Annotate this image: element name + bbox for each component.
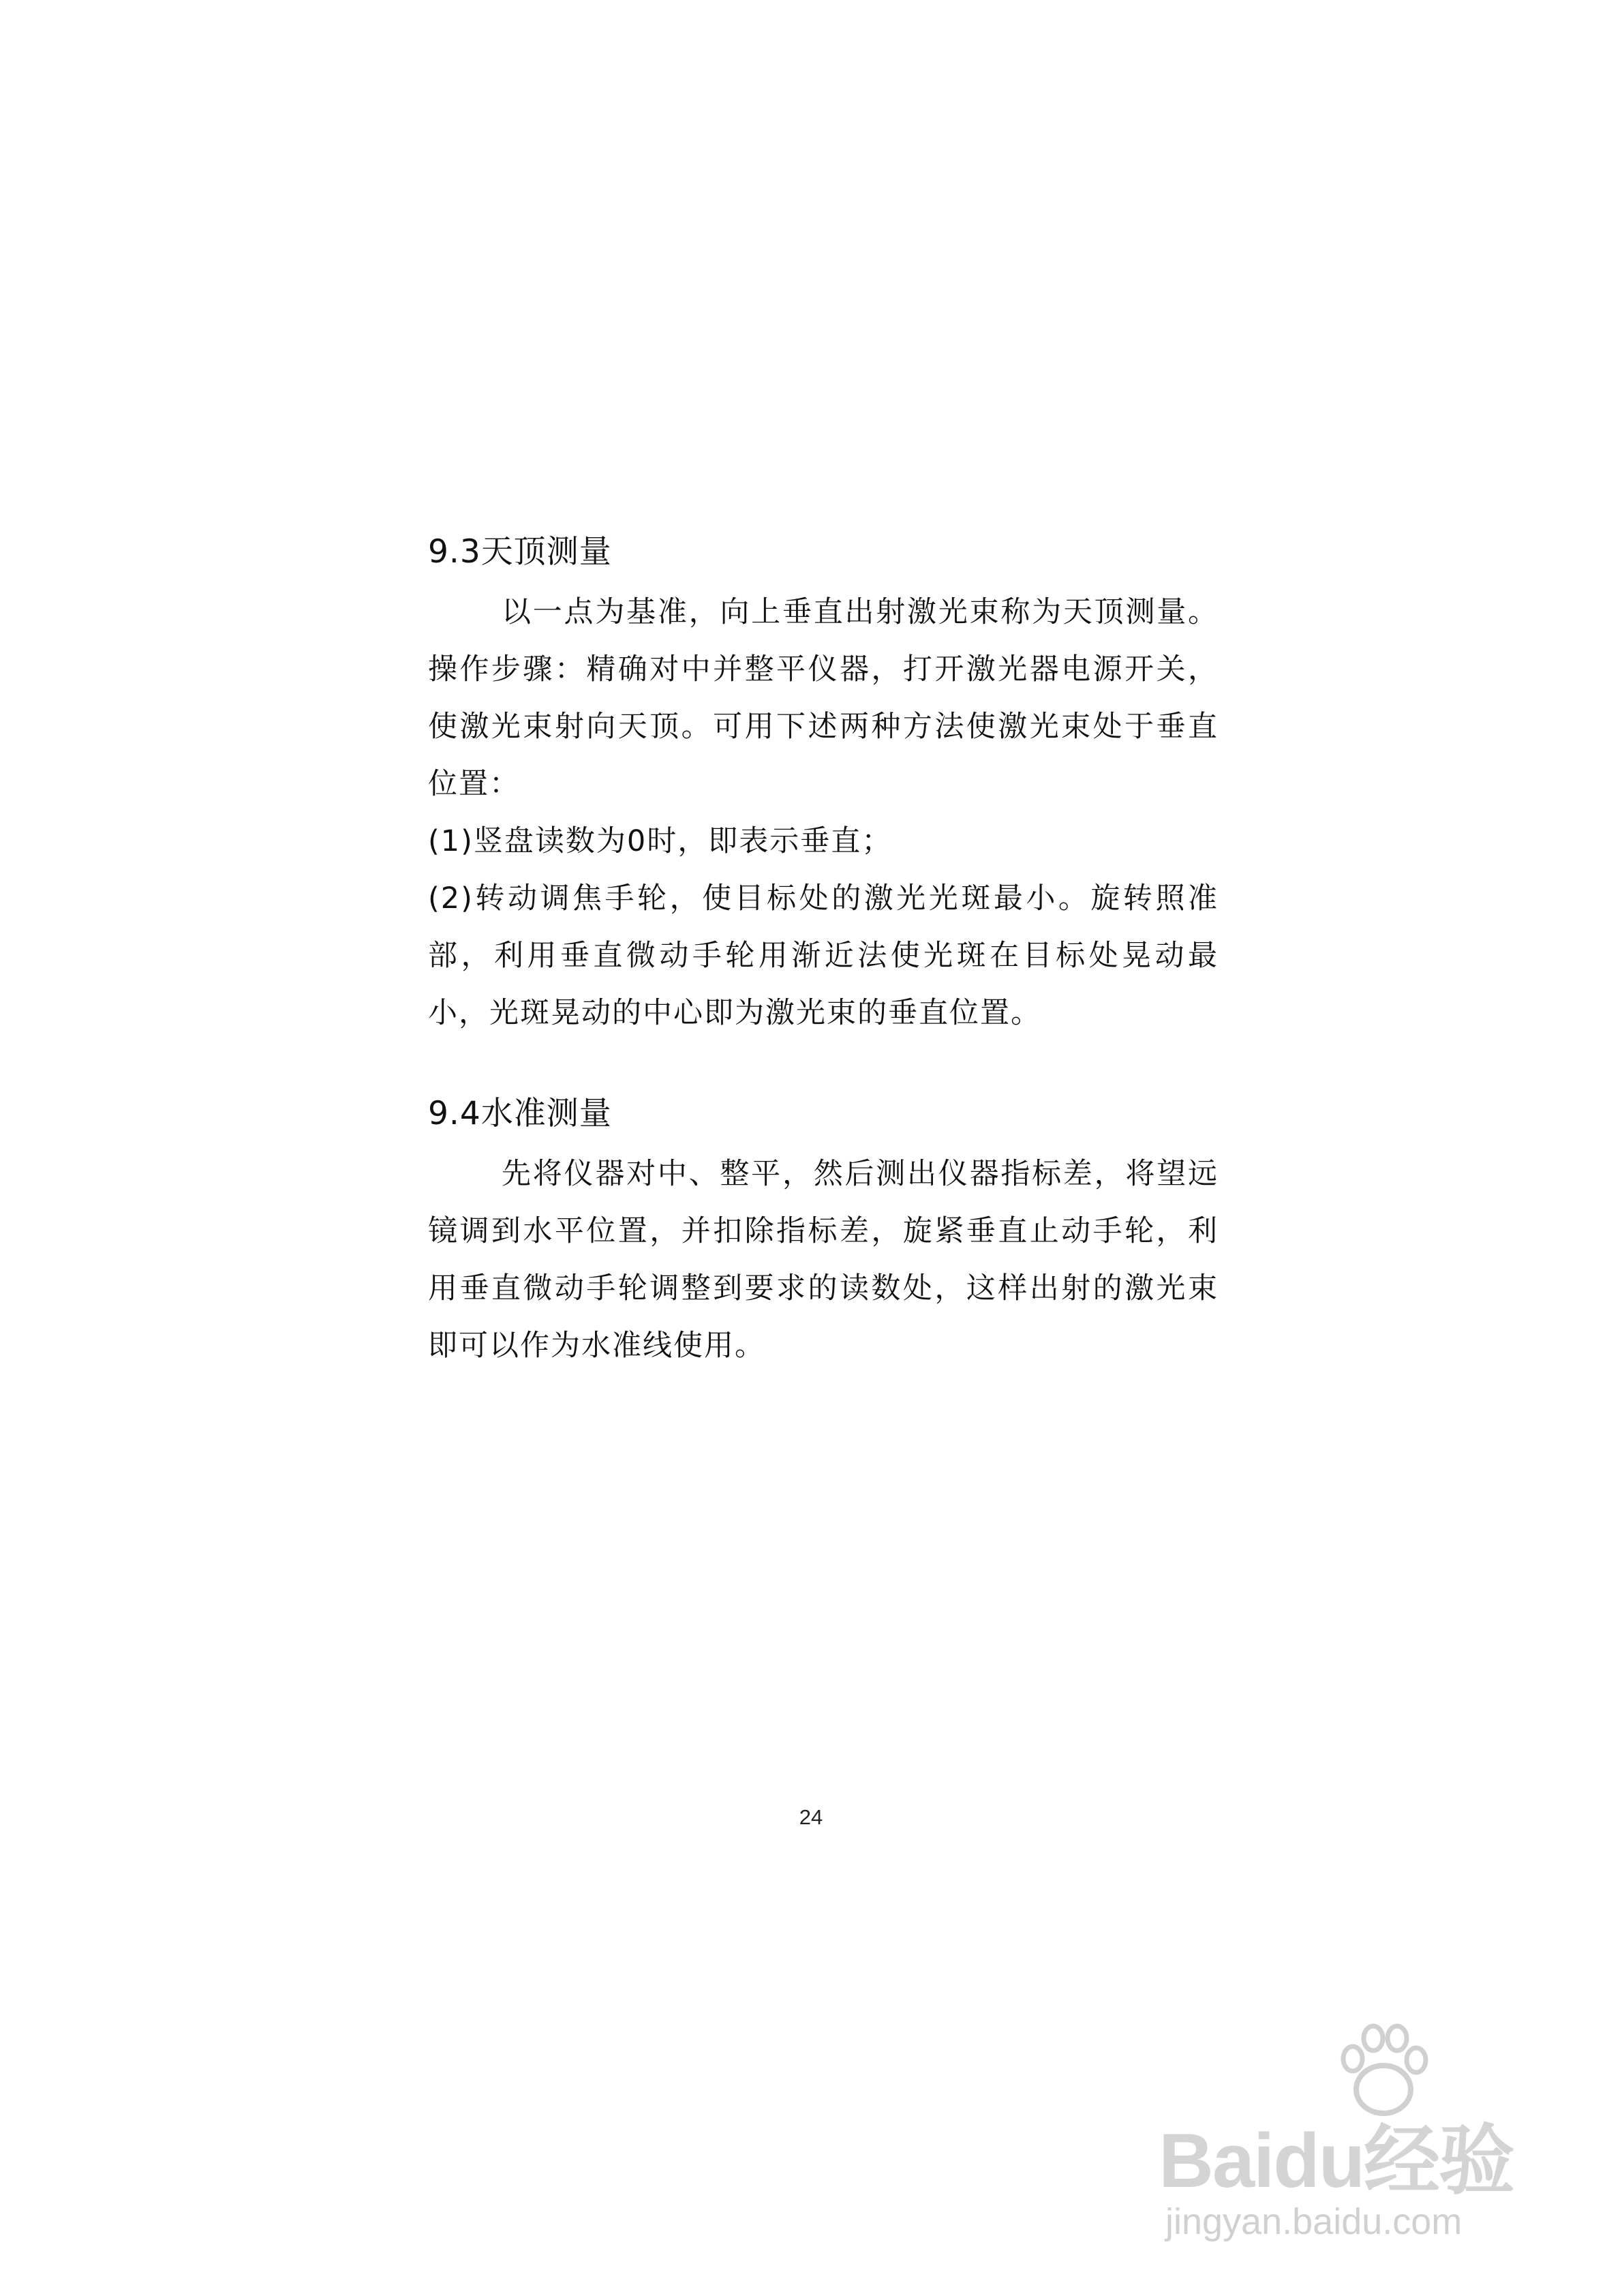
list-item: (1)竖盘读数为0时，即表示垂直； [428, 824, 893, 858]
page-number: 24 [799, 1805, 823, 1829]
section-heading: 9.3天顶测量 [428, 533, 612, 571]
watermark [1159, 2018, 1595, 2263]
document-body [428, 525, 1219, 1374]
section-spacer [428, 1042, 1219, 1087]
list-item: (2)转动调焦手轮，使目标处的激光光斑最小。旋转照准部，利用垂直微动手轮用渐近法使光斑在目标处晃动最小，光斑晃动的中心即为激光束的垂直位置。 [428, 881, 1219, 1030]
section-level-measurement [428, 1087, 1219, 1374]
section-heading: 9.4水准测量 [428, 1095, 612, 1132]
watermark-url: jingyan.baidu.com [1165, 2201, 1463, 2242]
section-zenith-measurement [428, 525, 1219, 1042]
paragraph: 先将仪器对中、整平，然后测出仪器指标差，将望远镜调到水平位置，并扣除指标差，旋紧垂直止动手轮，利用垂直微动手轮调整到要求的读数处，这样出射的激光束即可以作为水准线使用。 [428, 1157, 1219, 1363]
paragraph: 以一点为基准，向上垂直出射激光束称为天顶测量。操作步骤：精确对中并整平仪器，打开激光器电源开关，使激光束射向天顶。可用下述两种方法使激光束处于垂直位置： [428, 595, 1219, 801]
watermark-logo: Baidu经验 [1159, 2118, 1514, 2203]
